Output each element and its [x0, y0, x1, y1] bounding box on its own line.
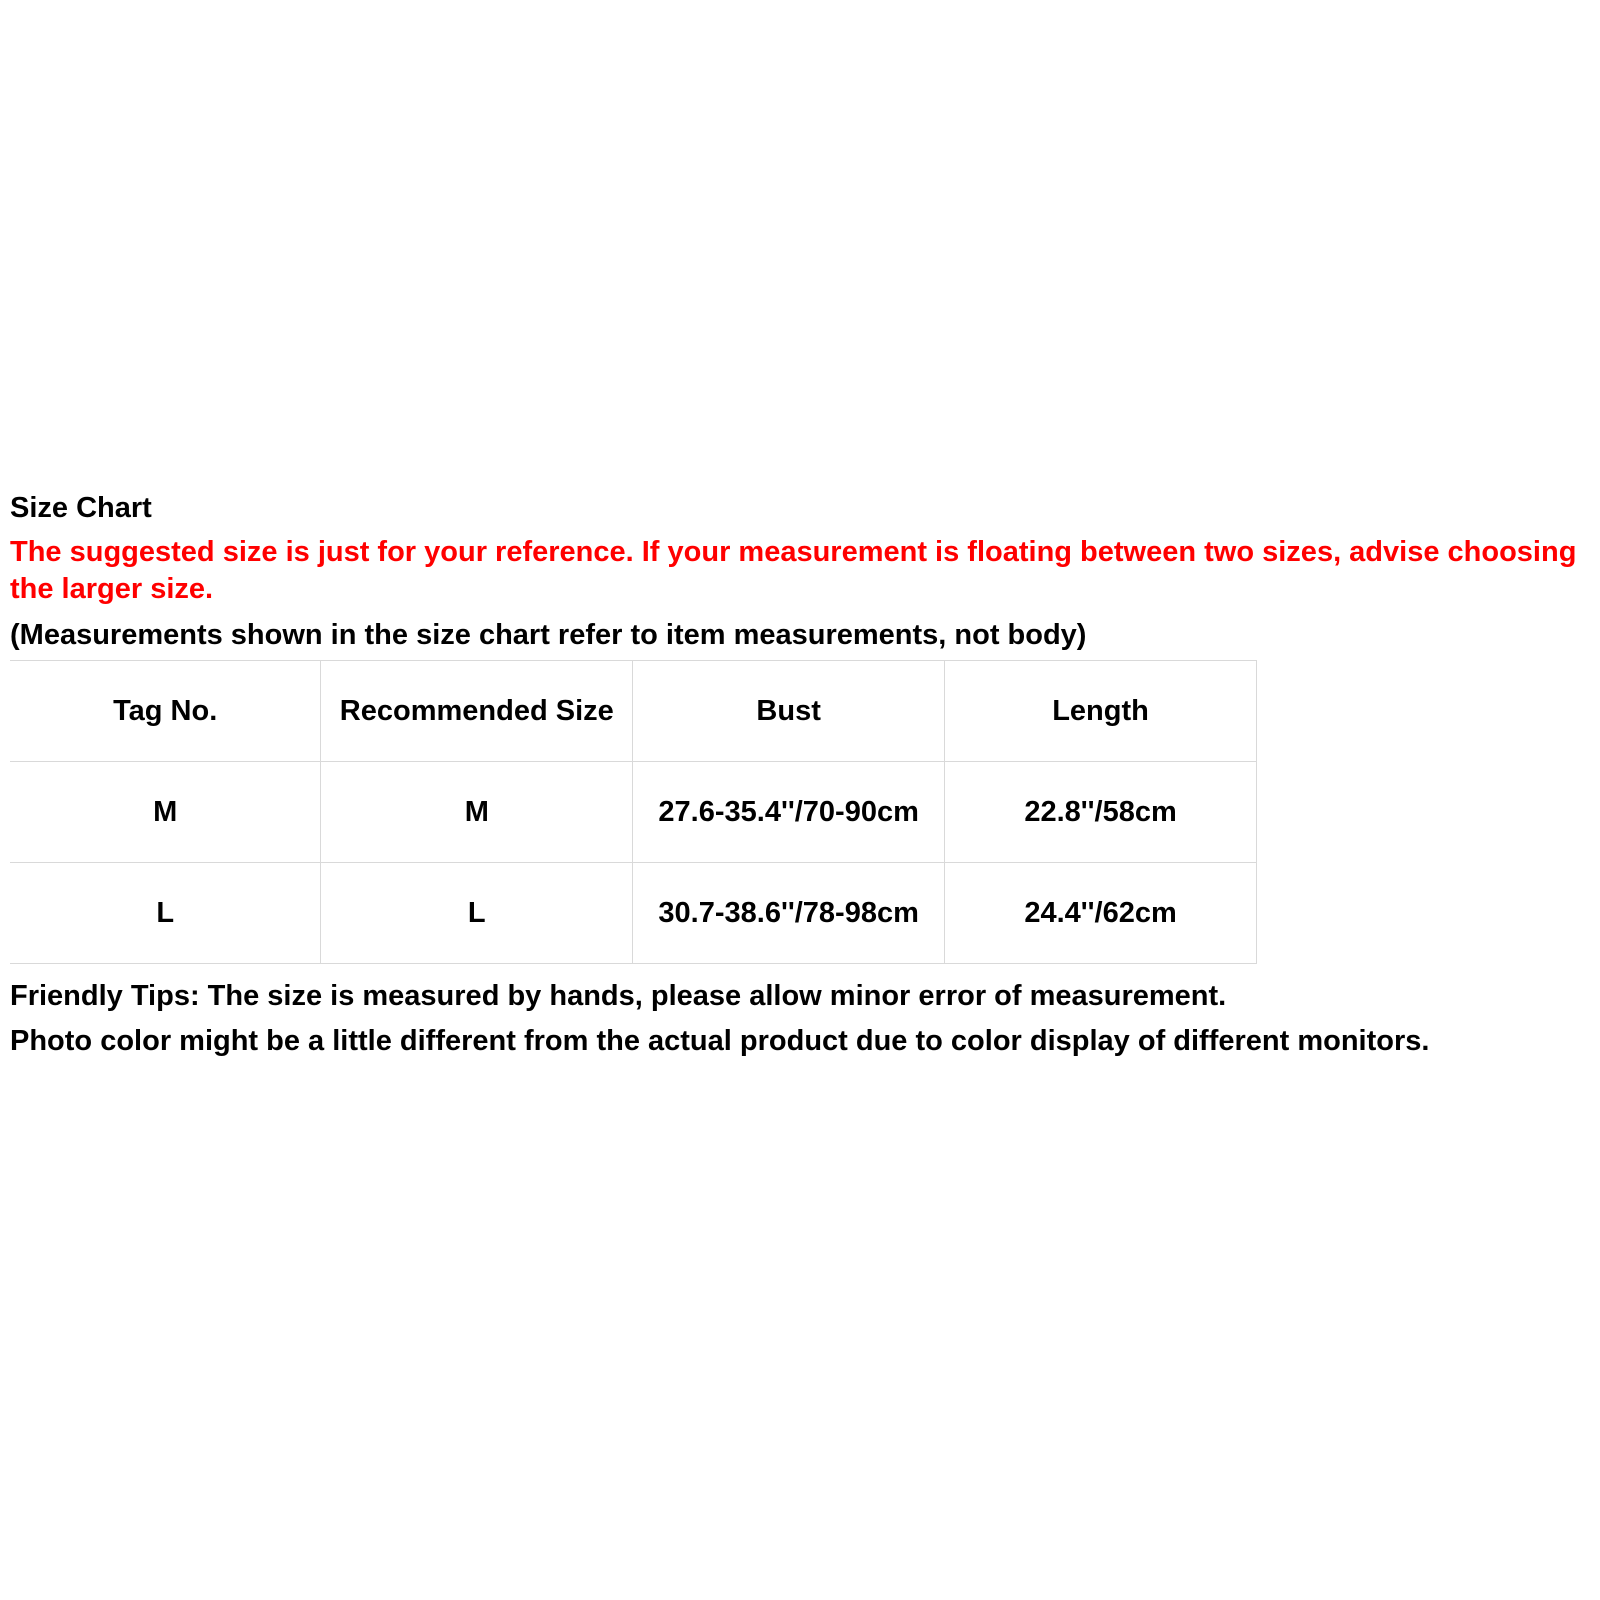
header-tag-no: Tag No. — [10, 661, 321, 762]
cell-recommended-size: M — [321, 762, 633, 863]
header-bust: Bust — [633, 661, 945, 762]
size-chart-document — [10, 490, 1590, 1060]
cell-bust: 30.7-38.6''/78-98cm — [633, 863, 945, 964]
cell-recommended-size: L — [321, 863, 633, 964]
header-length: Length — [945, 661, 1257, 762]
cell-tag-no: M — [10, 762, 321, 863]
cell-bust: 27.6-35.4''/70-90cm — [633, 762, 945, 863]
size-notice: The suggested size is just for your reference. If your measurement is floating between two sizes, advise choosing the larger size. — [10, 536, 1577, 605]
friendly-tips: Friendly Tips: The size is measured by hands, please allow minor error of measurement. — [10, 980, 1227, 1012]
table-row — [10, 762, 1257, 863]
table-row — [10, 863, 1257, 964]
cell-tag-no: L — [10, 863, 321, 964]
cell-length: 22.8''/58cm — [945, 762, 1257, 863]
page-title: Size Chart — [10, 492, 152, 524]
photo-color-note: Photo color might be a little different from the actual product due to color display of different monitors. — [10, 1025, 1430, 1057]
header-recommended-size: Recommended Size — [321, 661, 633, 762]
measurement-note: (Measurements shown in the size chart refer to item measurements, not body) — [10, 619, 1087, 651]
cell-length: 24.4''/62cm — [945, 863, 1257, 964]
size-table — [10, 660, 1257, 964]
table-header-row — [10, 661, 1257, 762]
